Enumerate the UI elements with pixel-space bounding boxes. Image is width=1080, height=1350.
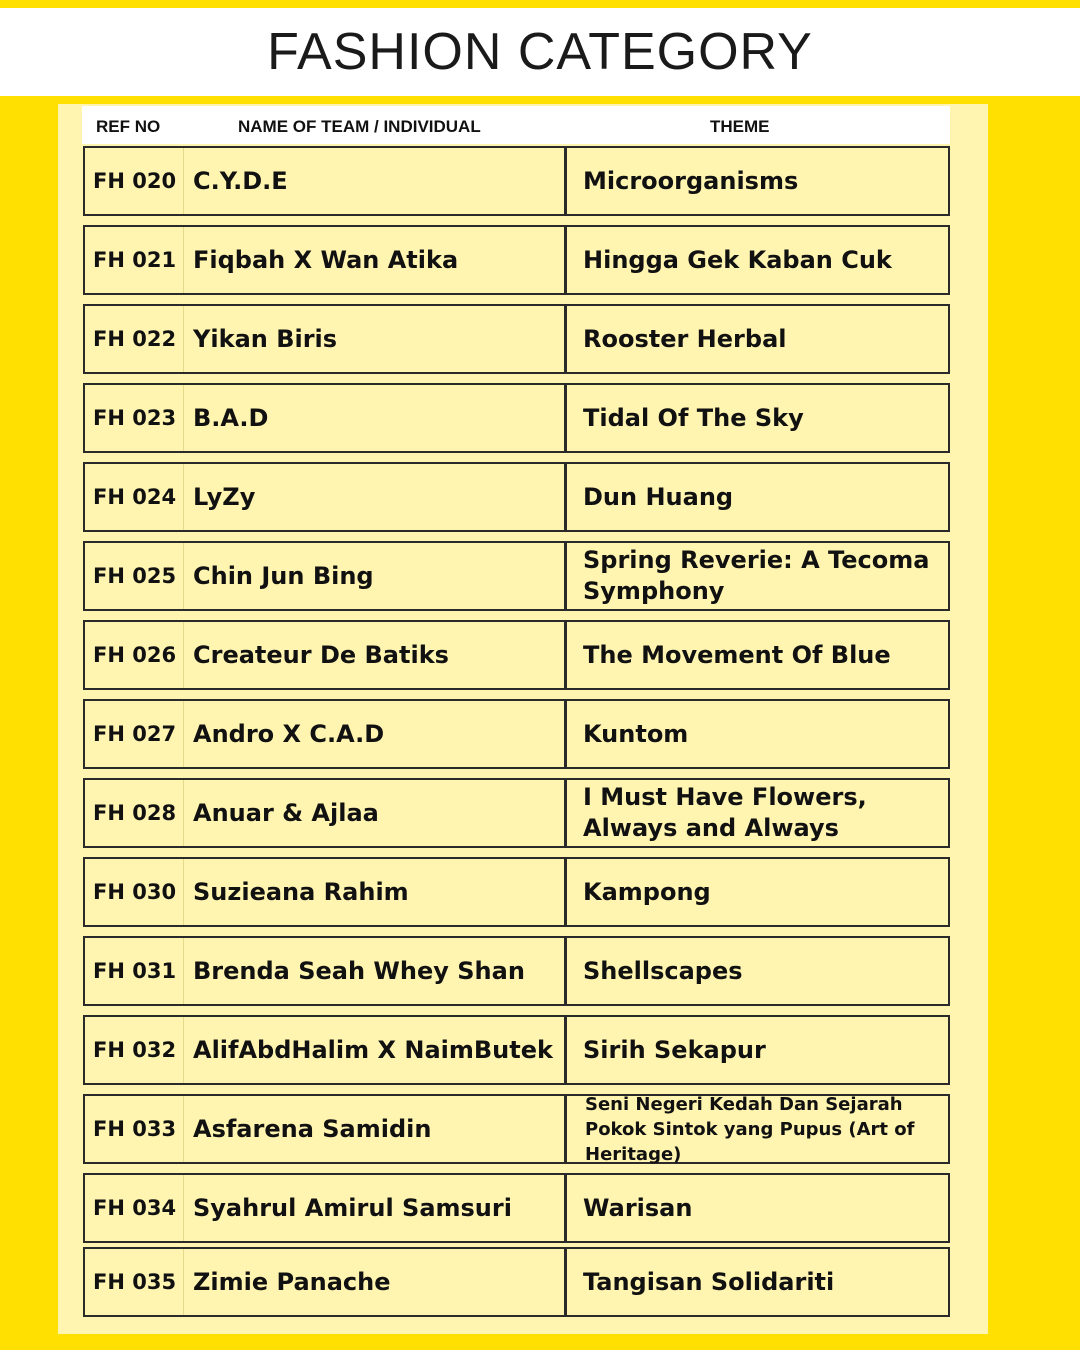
theme-cell xyxy=(566,462,950,532)
cell-divider xyxy=(183,622,184,688)
entry-name: Fiqbah X Wan Atika xyxy=(193,246,459,274)
ref-no: FH 033 xyxy=(93,1117,177,1141)
ref-no: FH 034 xyxy=(93,1196,177,1220)
theme-text: Rooster Herbal xyxy=(583,324,787,353)
theme-text: Tangisan Solidariti xyxy=(583,1267,835,1296)
cell-divider xyxy=(183,1175,184,1241)
entry-cell xyxy=(83,936,566,1006)
entry-cell xyxy=(83,699,566,769)
entry-name: Chin Jun Bing xyxy=(193,562,374,590)
entry-cell xyxy=(83,1173,566,1243)
table-row xyxy=(83,936,950,1006)
ref-no: FH 025 xyxy=(93,564,177,588)
table-row xyxy=(83,462,950,532)
table-row xyxy=(83,857,950,927)
entry-cell xyxy=(83,146,566,216)
theme-cell xyxy=(566,146,950,216)
entry-name: Yikan Biris xyxy=(193,325,338,353)
cell-divider xyxy=(183,543,184,609)
theme-text: The Movement Of Blue xyxy=(583,640,891,669)
theme-text: Spring Reverie: A Tecoma Symphony xyxy=(583,546,930,605)
theme-text: Seni Negeri Kedah Dan Sejarah Pokok Sintok yang Pupus (Art of Heritage) xyxy=(585,1093,915,1165)
theme-cell xyxy=(566,1015,950,1085)
cell-divider xyxy=(183,1017,184,1083)
ref-no: FH 027 xyxy=(93,722,177,746)
cell-divider xyxy=(183,859,184,925)
table-row xyxy=(83,1173,950,1243)
entry-name: Suzieana Rahim xyxy=(193,878,409,906)
table-row xyxy=(83,699,950,769)
entry-name: Asfarena Samidin xyxy=(193,1115,432,1143)
entry-cell xyxy=(83,462,566,532)
theme-text: Hingga Gek Kaban Cuk xyxy=(583,245,892,274)
entry-cell xyxy=(83,1094,566,1164)
cell-divider xyxy=(183,385,184,451)
entry-name: Syahrul Amirul Samsuri xyxy=(193,1194,512,1222)
entry-name: B.A.D xyxy=(193,404,269,432)
cell-divider xyxy=(183,701,184,767)
theme-text: Kuntom xyxy=(583,719,689,748)
entry-cell xyxy=(83,778,566,848)
cell-divider xyxy=(183,227,184,293)
entry-name: Zimie Panache xyxy=(193,1268,391,1296)
entry-cell xyxy=(83,1015,566,1085)
ref-no: FH 023 xyxy=(93,406,177,430)
header-theme: THEME xyxy=(710,117,770,136)
theme-text: I Must Have Flowers, Always and Always xyxy=(583,783,867,842)
table-row xyxy=(83,778,950,848)
entry-name: Createur De Batiks xyxy=(193,641,449,669)
theme-cell xyxy=(566,620,950,690)
page-title: FASHION CATEGORY xyxy=(267,23,813,81)
theme-cell xyxy=(566,857,950,927)
cell-divider xyxy=(183,306,184,372)
theme-text: Sirih Sekapur xyxy=(583,1035,766,1064)
header-ref-no: REF NO xyxy=(96,117,161,136)
ref-no: FH 032 xyxy=(93,1038,177,1062)
entry-cell xyxy=(83,304,566,374)
theme-cell xyxy=(566,936,950,1006)
entry-cell xyxy=(83,620,566,690)
ref-no: FH 022 xyxy=(93,327,177,351)
theme-cell xyxy=(566,541,950,611)
table-row xyxy=(83,620,950,690)
entry-name: C.Y.D.E xyxy=(193,167,288,195)
theme-cell xyxy=(566,225,950,295)
ref-no: FH 021 xyxy=(93,248,177,272)
theme-text: Warisan xyxy=(583,1193,693,1222)
ref-no: FH 035 xyxy=(93,1270,177,1294)
ref-no: FH 020 xyxy=(93,169,177,193)
theme-text: Kampong xyxy=(583,877,711,906)
table-row xyxy=(83,304,950,374)
table-header xyxy=(82,106,950,144)
cell-divider xyxy=(183,938,184,1004)
entry-name: Anuar & Ajlaa xyxy=(193,799,379,827)
cell-divider xyxy=(183,1249,184,1315)
ref-no: FH 028 xyxy=(93,801,177,825)
entry-cell xyxy=(83,383,566,453)
ref-no: FH 026 xyxy=(93,643,177,667)
table-row xyxy=(83,1094,950,1164)
table-row xyxy=(83,225,950,295)
entry-name: Brenda Seah Whey Shan xyxy=(193,957,525,985)
cell-divider xyxy=(183,148,184,214)
cell-divider xyxy=(183,780,184,846)
entry-cell xyxy=(83,541,566,611)
theme-text: Shellscapes xyxy=(583,956,743,985)
ref-no: FH 030 xyxy=(93,880,177,904)
theme-cell xyxy=(566,383,950,453)
theme-cell xyxy=(566,699,950,769)
table-row xyxy=(83,1247,950,1317)
ref-no: FH 031 xyxy=(93,959,177,983)
theme-text: Tidal Of The Sky xyxy=(583,403,804,432)
entry-name: AlifAbdHalim X NaimButek xyxy=(193,1036,553,1064)
theme-cell xyxy=(566,1094,950,1164)
cell-divider xyxy=(183,1096,184,1162)
entry-name: LyZy xyxy=(193,483,256,511)
theme-text: Dun Huang xyxy=(583,482,734,511)
entry-name: Andro X C.A.D xyxy=(193,720,385,748)
entry-cell xyxy=(83,1247,566,1317)
title-band xyxy=(0,8,1080,96)
table-row xyxy=(83,1015,950,1085)
table-row xyxy=(83,146,950,216)
table-row xyxy=(83,541,950,611)
ref-no: FH 024 xyxy=(93,485,177,509)
table-row xyxy=(83,383,950,453)
theme-cell xyxy=(566,778,950,848)
theme-cell xyxy=(566,1173,950,1243)
theme-text: Microorganisms xyxy=(583,166,799,195)
theme-cell xyxy=(566,304,950,374)
cell-divider xyxy=(183,464,184,530)
header-name: NAME OF TEAM / INDIVIDUAL xyxy=(238,117,481,136)
entry-cell xyxy=(83,857,566,927)
theme-cell xyxy=(566,1247,950,1317)
entry-cell xyxy=(83,225,566,295)
